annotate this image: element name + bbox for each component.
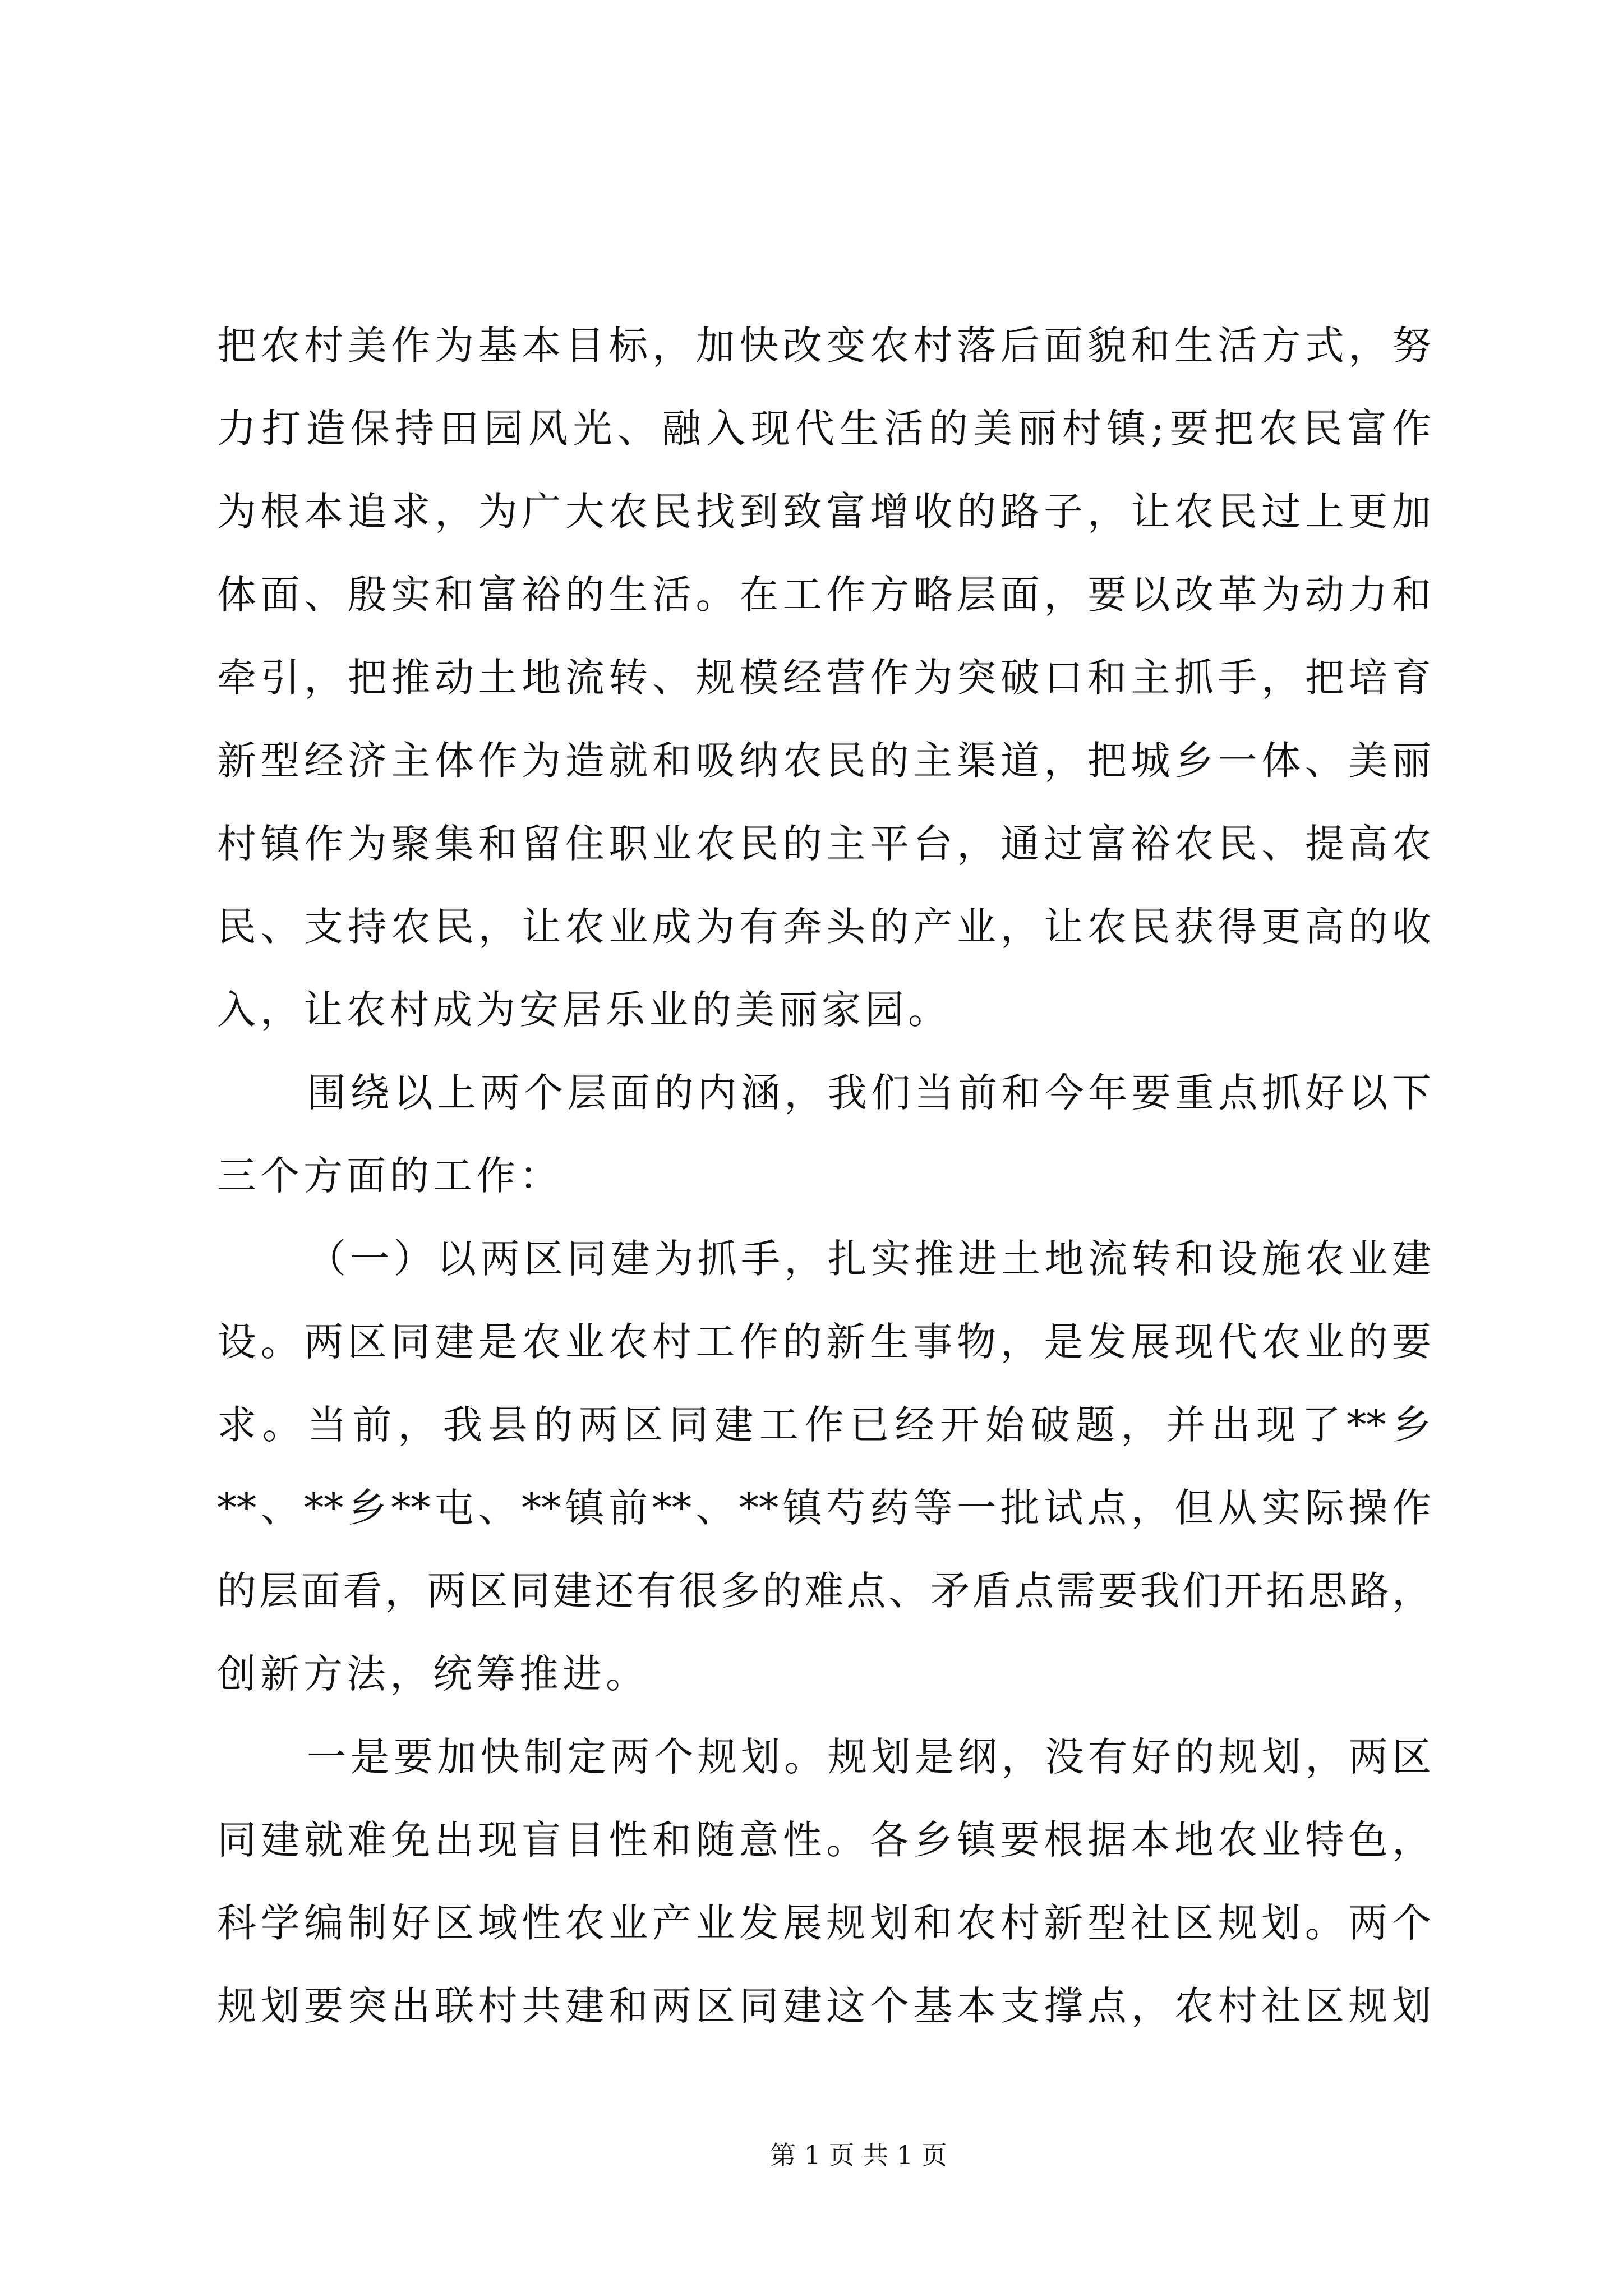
text-line: 牵引，把推动土地流转、规模经营作为突破口和主抓手，把培育 [217,655,1431,701]
text-line: 创新方法，统筹推进。 [217,1651,649,1697]
text-line: 同建就难免出现盲目性和随意性。各乡镇要根据本地农业特色， [217,1817,1431,1863]
text-line: 力打造保持田园风光、融入现代生活的美丽村镇;要把农民富作 [217,406,1431,452]
section-heading-line: （一）以两区同建为抓手，扎实推进土地流转和设施农业建 [307,1236,1431,1282]
text-line: 为根本追求，为广大农民找到致富增收的路子，让农民过上更加 [217,489,1431,535]
text-line: 的层面看，两区同建还有很多的难点、矛盾点需要我们开拓思路， [217,1568,1431,1614]
text-line: 一是要加快制定两个规划。规划是纲，没有好的规划，两区 [307,1734,1431,1780]
paragraph-2 [217,1051,1431,1217]
page-footer: 第 1 页 共 1 页 [770,2140,947,2170]
document-body [217,304,1431,2047]
text-line: 新型经济主体作为造就和吸纳农民的主渠道，把城乡一体、美丽 [217,738,1431,784]
paragraph-1 [217,304,1431,1051]
text-line: 民、支持农民，让农业成为有奔头的产业，让农民获得更高的收 [217,904,1431,950]
paragraph-4 [217,1715,1431,2047]
text-line: 入，让农村成为安居乐业的美丽家园。 [217,987,951,1033]
text-line: 围绕以上两个层面的内涵，我们当前和今年要重点抓好以下 [307,1070,1431,1116]
paragraph-3 [217,1217,1431,1715]
text-line: **、**乡**屯、**镇前**、**镇芍药等一批试点，但从实际操作 [217,1485,1431,1531]
text-line: 三个方面的工作： [217,1153,562,1199]
text-line: 设。两区同建是农业农村工作的新生事物，是发展现代农业的要 [217,1319,1431,1365]
text-line: 村镇作为聚集和留住职业农民的主平台，通过富裕农民、提高农 [217,821,1431,867]
text-line: 把农村美作为基本目标，加快改变农村落后面貌和生活方式，努 [217,323,1431,369]
text-line: 求。当前，我县的两区同建工作已经开始破题，并出现了**乡 [217,1402,1431,1448]
text-line: 科学编制好区域性农业产业发展规划和农村新型社区规划。两个 [217,1900,1431,1946]
text-line: 规划要突出联村共建和两区同建这个基本支撑点，农村社区规划 [217,1983,1431,2029]
text-line: 体面、殷实和富裕的生活。在工作方略层面，要以改革为动力和 [217,572,1431,618]
